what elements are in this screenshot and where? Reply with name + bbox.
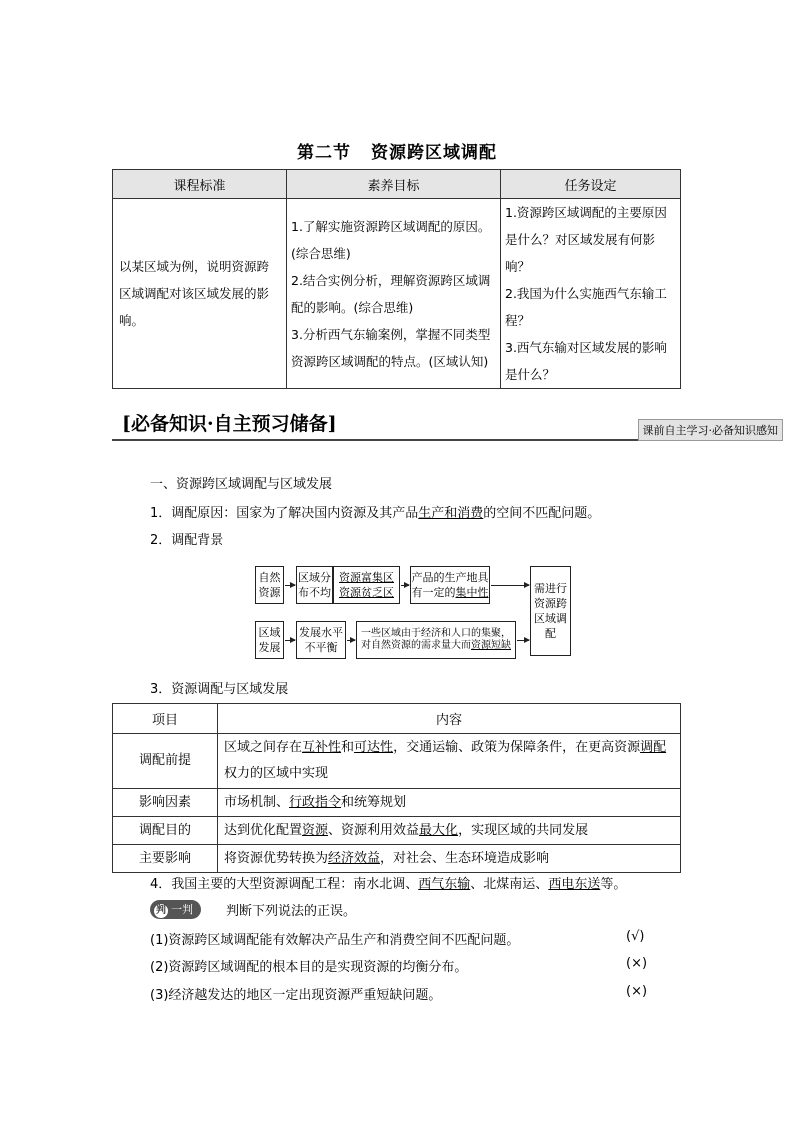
banner-tag: 课前自主学习·必备知识感知: [638, 419, 784, 441]
header-goals: 素养目标: [287, 170, 501, 199]
judge-badge: [150, 900, 201, 919]
course-table: [112, 169, 681, 389]
arrow: [491, 585, 529, 586]
production-box: [410, 566, 490, 604]
text: 1．调配原因：国家为了解决国内资源及其产品: [150, 506, 419, 521]
row-content: [218, 789, 681, 817]
answer-3: (×): [626, 984, 648, 999]
arrow: [347, 640, 355, 641]
page-title: [0, 138, 794, 163]
allocation-table: [112, 703, 681, 873]
row-content: [218, 817, 681, 845]
uneven-distribution-box: 区域分布不均: [296, 566, 333, 604]
task-2: 2.我国为什么实施西气东输工程？: [505, 286, 667, 328]
statement-1: (1)资源跨区域调配能有效解决产品生产和消费空间不匹配问题。: [150, 933, 520, 948]
row-key: 调配目的: [113, 817, 218, 845]
task-3: 3.西气东输对区域发展的影响是什么？: [505, 340, 667, 382]
section-name: 资源跨区域调配: [371, 143, 497, 163]
goals-cell: [287, 199, 501, 389]
text: ，实现区域的共同发展: [458, 822, 589, 838]
need-allocation-box: 需进行资源跨区域调配: [530, 566, 571, 656]
underlined-text: 互补性: [302, 740, 342, 755]
background-heading: 2．调配背景: [150, 533, 224, 548]
underlined-text: 西气东输: [418, 877, 471, 892]
text: 4．我国主要的大型资源调配工程：南水北调、: [150, 877, 419, 892]
natural-resources-box: 自然资源: [255, 566, 284, 604]
underlined-text: 资源: [302, 822, 329, 838]
header-standard: 课程标准: [113, 170, 287, 199]
concentration-box: [356, 621, 516, 659]
header-item: 项目: [113, 704, 218, 734]
underlined-text: 生产和消费: [418, 506, 484, 521]
underlined-text: 可达性: [354, 740, 394, 755]
goal-1: 1.了解实施资源跨区域调配的原因。(综合思维): [291, 218, 491, 261]
underlined-text: 西电东送: [548, 877, 601, 892]
row-content: [218, 734, 681, 789]
header-tasks: 任务设定: [501, 170, 681, 199]
underlined-text: 资源短缺: [471, 640, 511, 651]
reason-paragraph: [150, 502, 600, 521]
regional-development-box: 区域发展: [255, 621, 284, 659]
goal-2: 2.结合实例分析，理解资源跨区域调配的影响。(综合思维): [291, 272, 491, 315]
underlined-text: 经济效益: [328, 850, 381, 866]
projects-paragraph: [150, 873, 626, 892]
poor-area: 资源贫乏区: [339, 586, 394, 599]
text: 、北煤南运、: [470, 877, 549, 892]
text: 和统筹规划: [341, 794, 407, 810]
banner-title: [必备知识·自主预习储备]: [122, 413, 337, 435]
arrow: [517, 640, 529, 641]
text: 一些区域由于经济和人口的集聚，对自然资源的需求量大而: [361, 628, 511, 651]
standard-cell: 以某区域为例，说明资源跨区域调配对该区域发展的影响。: [113, 199, 287, 389]
arrow: [401, 585, 409, 586]
judge-icon: 判: [156, 905, 166, 916]
section-number: 第二节: [297, 143, 351, 163]
underlined-text: 行政指令: [289, 794, 342, 810]
goal-3: 3.分析西气东输案例，掌握不同类型资源跨区域调配的特点。(区域认知): [291, 326, 491, 369]
arrow: [285, 640, 295, 641]
row-key: 调配前提: [113, 734, 218, 789]
row-key: 主要影响: [113, 845, 218, 873]
subsection-heading: 一、资源跨区域调配与区域发展: [150, 477, 333, 492]
text: 权力的区域中实现: [224, 766, 329, 781]
arrow: [285, 585, 295, 586]
underlined-text: 集中性: [455, 586, 489, 599]
statement-2: (2)资源跨区域调配的根本目的是实现资源的均衡分布。: [150, 960, 468, 975]
underlined-text: 最大化: [419, 822, 459, 838]
text: 区域之间存在: [224, 740, 303, 755]
statement-3: (3)经济越发达的地区一定出现资源严重短缺问题。: [150, 988, 442, 1003]
row-key: 影响因素: [113, 789, 218, 817]
header-content: 内容: [218, 704, 681, 734]
text: 将资源优势转换为: [224, 850, 329, 866]
unbalanced-box: 发展水平不平衡: [296, 621, 346, 659]
answer-2: (×): [626, 956, 648, 971]
relation-heading: 3．资源调配与区域发展: [150, 682, 289, 697]
row-content: [218, 845, 681, 873]
task-1: 1.资源跨区域调配的主要原因是什么？对区域发展有何影响？: [505, 205, 667, 274]
badge-label: 一判: [171, 903, 193, 916]
text: 的空间不匹配问题。: [483, 506, 601, 521]
section-banner: [112, 407, 783, 441]
underlined-text: 调配: [640, 740, 667, 755]
text: 等。: [600, 877, 627, 892]
rich-area: 资源富集区: [339, 571, 394, 584]
answer-1: (√): [626, 929, 645, 944]
text: 产品的生产地具有一定的: [411, 571, 489, 599]
text: 、资源利用效益: [328, 822, 420, 838]
text: 和: [341, 740, 355, 755]
text: 达到优化配置: [224, 822, 303, 838]
text: ，交通运输、政策为保障条件，在更高资源: [393, 740, 641, 755]
text: ，对社会、生态环境造成影响: [380, 850, 550, 866]
resource-areas-box: [333, 566, 400, 604]
tasks-cell: [501, 199, 681, 389]
text: 市场机制、: [224, 794, 290, 810]
judge-instruction: 判断下列说法的正误。: [226, 904, 357, 919]
